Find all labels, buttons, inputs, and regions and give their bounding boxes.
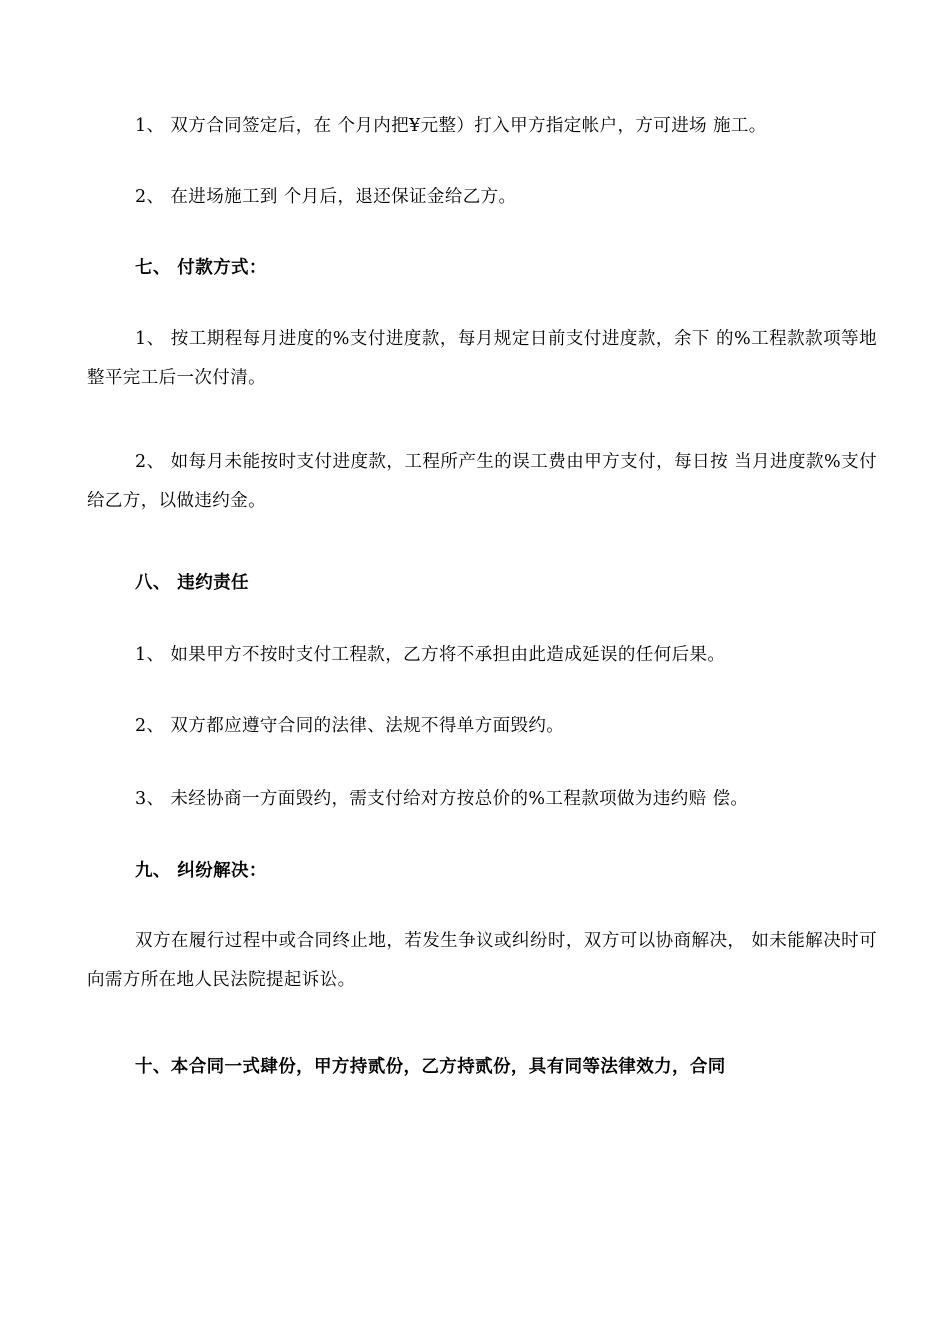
clause-8-item-3: 3、 未经协商一方面毁约，需支付给对方按总价的%工程款项做为违约赔 偿。 [135,789,749,809]
section-heading-copies: 十、本合同一式肆份，甲方持贰份，乙方持贰份，具有同等法律效力，合同 [135,1057,726,1077]
clause-7-item-2: 2、 如每月未能按时支付进度款，工程所产生的误工费由甲方支付，每日按 当月进度款%支付给乙方，以做违约金。 [87,452,877,511]
section-heading-dispute: 九、 纠纷解决： [135,861,267,881]
section-heading-payment: 七、 付款方式： [135,258,267,278]
clause-6-item-1: 1、 双方合同签定后，在 个月内把¥元整）打入甲方指定帐户，方可进场 施工。 [135,116,767,136]
clause-6-item-2: 2、 在进场施工到 个月后，退还保证金给乙方。 [135,187,517,207]
clause-8-item-2: 2、 双方都应遵守合同的法律、法规不得单方面毁约。 [135,716,565,736]
section-heading-breach: 八、 违约责任 [135,573,249,593]
clause-8-item-1: 1、 如果甲方不按时支付工程款，乙方将不承担由此造成延误的任何后果。 [135,645,726,665]
clause-7-item-1: 1、 按工期程每月进度的%支付进度款，每月规定日前支付进度款，余下 的%工程款款项等地整平完工后一次付清。 [87,329,877,388]
clause-9-text: 双方在履行过程中或合同终止地，若发生争议或纠纷时，双方可以协商解决， 如未能解决时可向需方所在地人民法院提起诉讼。 [87,931,877,990]
